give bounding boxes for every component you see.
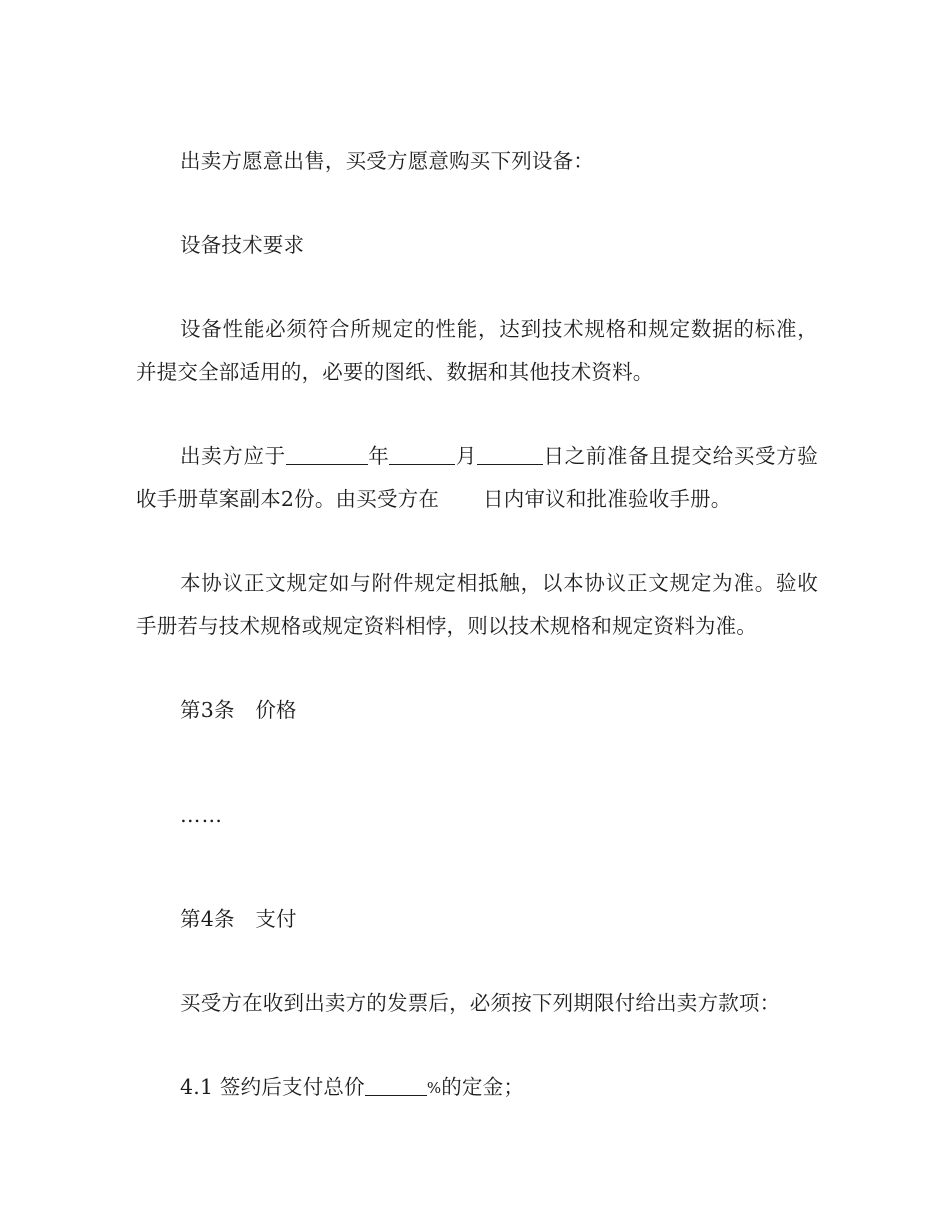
deposit-percentage-blank[interactable] (365, 1078, 427, 1096)
document-text-body (136, 140, 818, 1110)
delivery-prefix-text: 出卖方应于 (180, 444, 286, 468)
paragraph-spacer (136, 941, 818, 982)
delivery-month-blank[interactable] (389, 447, 455, 465)
paragraph-payment-intro: 买受方在收到出卖方的发票后，必须按下列期限付给出卖方款项： (180, 991, 781, 1015)
paragraph-technical-requirement: 设备性能必须符合所规定的性能，达到技术规格和规定数据的标准，并提交全部适用的，必要的图纸、数据和其他技术资料。 (136, 317, 818, 384)
paragraph-spacer (136, 183, 818, 224)
ellipsis-omission-marker: …… (180, 802, 223, 827)
paragraph-spacer (136, 267, 818, 308)
paragraph-spacer (136, 394, 818, 435)
delivery-year-blank[interactable] (286, 447, 368, 465)
clause-4-1-suffix-text: 的定金； (441, 1075, 525, 1099)
paragraph-delivery-schedule (136, 435, 818, 521)
paragraph-spacer (136, 521, 818, 562)
heading-technical-requirements: 设备技术要求 (180, 233, 305, 257)
delivery-day-blank[interactable] (477, 447, 543, 465)
paragraph-spacer (136, 1025, 818, 1066)
heading-article-3-price: 第3条 价格 (180, 698, 297, 722)
percent-sign: % (426, 1079, 442, 1097)
paragraph-spacer (136, 732, 818, 773)
delivery-day-text: 日之前准备且提交给买受方验收手册草案副本2份。由买受方在 (136, 444, 818, 511)
paragraph-intro: 出卖方愿意出售，买受方愿意购买下列设备： (180, 149, 594, 173)
clause-4-1-deposit (136, 1066, 818, 1110)
paragraph-precedence-clause: 本协议正文规定如与附件规定相抵触，以本协议正文规定为准。验收手册若与技术规格或规定资料相悖，则以技术规格和规定资料为准。 (136, 571, 818, 638)
delivery-month-label: 月 (455, 444, 477, 468)
paragraph-spacer (136, 648, 818, 689)
clause-4-1-prefix-text: 4.1 签约后支付总价 (180, 1075, 365, 1099)
delivery-suffix-text: 日内审议和批准验收手册。 (483, 487, 732, 511)
paragraph-spacer (136, 857, 818, 898)
heading-article-4-payment: 第4条 支付 (180, 907, 297, 931)
delivery-year-label: 年 (367, 444, 390, 468)
